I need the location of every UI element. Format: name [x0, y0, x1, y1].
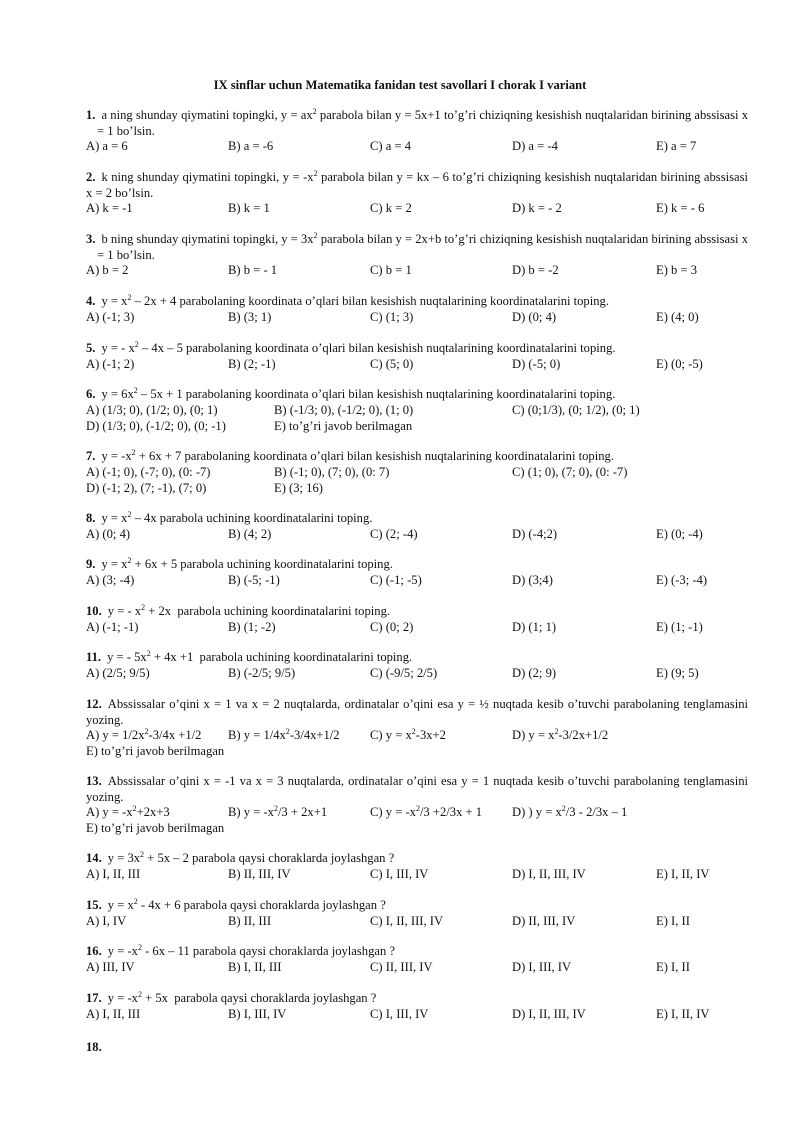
- answer-option: A) a = 6: [86, 139, 128, 153]
- answer-options-row: [86, 744, 748, 760]
- answer-option: B) $y = 1/4x^2-3/4x+1/2$: [228, 727, 340, 742]
- question-number: 11.: [86, 650, 102, 664]
- answer-option: C) (1; 3): [370, 309, 414, 324]
- question-number: 15.: [86, 898, 102, 912]
- answer-option: B) (2; -1): [228, 356, 276, 371]
- question-stem: [86, 108, 748, 139]
- question-stem: [86, 650, 748, 666]
- answer-option: D) (3;4): [512, 572, 553, 587]
- question-number: 1.: [86, 108, 96, 122]
- question-text: $y = 3x^2 + 5x - 2$ parabola qaysi choraklarda joylashgan ?: [107, 850, 395, 865]
- question-number: 12.: [86, 697, 102, 711]
- question-stem: [86, 851, 748, 867]
- answer-option: A) (-1; -1): [86, 619, 139, 634]
- answer-options-row: [86, 867, 748, 883]
- answer-option: D) I, II, III, IV: [512, 866, 586, 881]
- answer-options-row: [86, 805, 748, 821]
- answer-option: C) (0;1/3), (0; 1/2), (0; 1): [512, 402, 640, 417]
- question-text: $y = x^2 - 2x + 4$ parabolaning koordinata o’qlari bilan kesishish nuqtalarining koordinatalarini toping.: [101, 293, 609, 308]
- question-3: [86, 232, 748, 279]
- answer-options-row: [86, 666, 748, 682]
- question-11: [86, 650, 748, 682]
- answer-option: B) (3; 1): [228, 309, 272, 324]
- question-7: [86, 449, 748, 497]
- answer-option: C) (0; 2): [370, 619, 414, 634]
- question-text: $y = -x^2 + 5x$ parabola qaysi choraklarda joylashgan ?: [107, 990, 377, 1005]
- question-1: [86, 108, 748, 155]
- question-15: [86, 898, 748, 930]
- answer-option: A) b = 2: [86, 263, 129, 277]
- answer-option: A) $y = -x^2+2x+3$: [86, 804, 170, 819]
- question-stem: [86, 944, 748, 960]
- answer-options-row: [86, 960, 748, 976]
- answer-option: B) k = 1: [228, 201, 270, 215]
- answer-option: B) b = - 1: [228, 263, 278, 277]
- answer-option: C) $y = -x^2/3 +2/3x + 1$: [370, 804, 483, 819]
- answer-option: E) I, II: [656, 959, 690, 974]
- question-text: $y = x^2 - 4x + 6$ parabola qaysi choraklarda joylashgan ?: [107, 897, 386, 912]
- answer-option: D) (-4;2): [512, 526, 558, 541]
- answer-option: A) (-1; 2): [86, 356, 135, 371]
- answer-option: C) (5; 0): [370, 356, 414, 371]
- answer-option: B) (-2/5; 9/5): [228, 665, 296, 680]
- answer-option: C) a = 4: [370, 139, 412, 153]
- question-number: 5.: [86, 341, 96, 355]
- answer-option: B) (-1; 0), (7; 0), (0: 7): [274, 464, 390, 479]
- question-text: $y = -x^2 - 6x - 11$ parabola qaysi choraklarda joylashgan ?: [107, 943, 396, 958]
- answer-option: C) (2; -4): [370, 526, 418, 541]
- answer-option: A) (-1; 0), (-7; 0), (0: -7): [86, 464, 211, 479]
- answer-option: E) I, II: [656, 913, 690, 928]
- question-number: 9.: [86, 557, 96, 571]
- question-17: [86, 991, 748, 1023]
- question-10: [86, 604, 748, 636]
- answer-options-row: [86, 914, 748, 930]
- answer-option: A) I, II, III: [86, 1006, 141, 1021]
- answer-option: D) II, III, IV: [512, 913, 576, 928]
- answer-option: B) II, III: [228, 913, 272, 928]
- question-number: 17.: [86, 991, 102, 1005]
- answer-option: A) (-1; 3): [86, 309, 135, 324]
- question-14: [86, 851, 748, 883]
- answer-option: D) a = -4: [512, 139, 558, 153]
- answer-option: C) (-1; -5): [370, 572, 422, 587]
- question-text: Abssissalar o’qini x = 1 va x = 2 nuqtalarda, ordinatalar o’qini esa y = ½ nuqtada kesib o’tuvchi parabolaning tenglamasini yozing.: [86, 697, 748, 727]
- question-stem: [86, 697, 748, 728]
- question-number: 14.: [86, 851, 102, 865]
- question-9: [86, 557, 748, 589]
- answer-option: C) I, II, III, IV: [370, 913, 444, 928]
- answer-option: E) b = 3: [656, 263, 698, 277]
- answer-option: B) a = -6: [228, 139, 274, 153]
- answer-option: B) (-5; -1): [228, 572, 280, 587]
- question-2: [86, 170, 748, 217]
- answer-option: E) to’g’ri javob berilmagan: [86, 821, 225, 835]
- question-text: $y = x^2 - 4x$ parabola uchining koordinatalarini toping.: [101, 510, 373, 525]
- question-text: a ning shunday qiymatini topingki, $y = ax^2$ parabola bilan y = 5x+1 to’g’ri chiziqning kesishish nuqtalaridan birining abssisasi x = 1 bo’lsin.: [97, 107, 748, 138]
- answer-options-row: [86, 481, 748, 497]
- question-8: [86, 511, 748, 543]
- question-stem: [86, 1040, 748, 1056]
- question-number: 8.: [86, 511, 96, 525]
- answer-option: E) I, II, IV: [656, 866, 710, 881]
- question-18: [86, 1040, 748, 1056]
- answer-option: D) (1; 1): [512, 619, 557, 634]
- question-number: 6.: [86, 387, 96, 401]
- question-number: 4.: [86, 294, 96, 308]
- answer-option: E) k = - 6: [656, 201, 705, 215]
- answer-options-row: [86, 357, 748, 373]
- answer-option: D) I, III, IV: [512, 959, 572, 974]
- answer-option: A) $y = 1/2x^2-3/4x +1/2$: [86, 727, 202, 742]
- question-text: b ning shunday qiymatini topingki, $y = 3x^2$ parabola bilan y = 2x+b to’g’ri chiziqning kesishish nuqtalaridan birining abssisasi x = 1 bo’lsin.: [97, 231, 748, 262]
- answer-option: B) (4; 2): [228, 526, 272, 541]
- answer-option: E) to’g’ri javob berilmagan: [274, 418, 413, 433]
- question-number: 2.: [86, 170, 96, 184]
- answer-options-row: [86, 620, 748, 636]
- question-number: 10.: [86, 604, 102, 618]
- answer-option: C) (-9/5; 2/5): [370, 665, 438, 680]
- answer-option: D) b = -2: [512, 263, 559, 277]
- answer-option: B) I, II, III: [228, 959, 282, 974]
- question-stem: [86, 232, 748, 263]
- answer-options-row: [86, 310, 748, 326]
- question-number: 3.: [86, 232, 96, 246]
- question-stem: [86, 511, 748, 527]
- answer-option: D) (1/3; 0), (-1/2; 0), (0; -1): [86, 418, 226, 433]
- answer-option: D) (2; 9): [512, 665, 557, 680]
- answer-option: A) (1/3; 0), (1/2; 0), (0; 1): [86, 402, 218, 417]
- question-stem: [86, 341, 748, 357]
- answer-option: E) a = 7: [656, 139, 697, 153]
- answer-option: C) I, III, IV: [370, 1006, 429, 1021]
- answer-option: E) (-3; -4): [656, 572, 708, 587]
- answer-options-row: [86, 465, 748, 481]
- answer-options-row: [86, 403, 748, 419]
- question-text: y = - $5x^2 + 4x +1$ parabola uchining koordinatalarini toping.: [107, 649, 413, 664]
- question-stem: [86, 898, 748, 914]
- answer-option: E) to’g’ri javob berilmagan: [86, 744, 225, 758]
- answer-option: A) (2/5; 9/5): [86, 665, 150, 680]
- question-stem: [86, 991, 748, 1007]
- question-stem: [86, 449, 748, 465]
- question-number: 16.: [86, 944, 102, 958]
- question-stem: [86, 387, 748, 403]
- question-stem: [86, 557, 748, 573]
- answer-options-row: [86, 527, 748, 543]
- answer-options-row: [86, 201, 748, 217]
- answer-option: A) (0; 4): [86, 526, 131, 541]
- answer-option: B) (-1/3; 0), (-1/2; 0), (1; 0): [274, 402, 414, 417]
- answer-options-row: [86, 263, 748, 279]
- question-text: $y = x^2 + 6x + 5$ parabola uchining koordinatalarini toping.: [101, 556, 393, 571]
- answer-option: A) III, IV: [86, 959, 135, 974]
- answer-option: D) $y = x^2-3/2x+1/2$: [512, 727, 609, 742]
- answer-option: C) k = 2: [370, 201, 412, 215]
- answer-options-row: [86, 419, 748, 435]
- answer-option: B) $y = -x^2/3 + 2x+1$: [228, 804, 328, 819]
- question-text: $y = 6x^2 - 5x + 1$ parabolaning koordinata o’qlari bilan kesishish nuqtalarining koordinatalarini toping.: [101, 386, 616, 401]
- answer-option: C) II, III, IV: [370, 959, 433, 974]
- question-12: [86, 697, 748, 760]
- answer-option: B) (1; -2): [228, 619, 276, 634]
- answer-option: C) I, III, IV: [370, 866, 429, 881]
- answer-option: D) (-5; 0): [512, 356, 561, 371]
- question-6: [86, 387, 748, 435]
- question-text: y = - $x^2 + 2x$ parabola uchining koordinatalarini toping.: [107, 603, 391, 618]
- answer-option: E) (9; 5): [656, 665, 699, 680]
- answer-option: D) k = - 2: [512, 201, 562, 215]
- answer-option: A) I, II, III: [86, 866, 141, 881]
- answer-option: B) I, III, IV: [228, 1006, 287, 1021]
- answer-option: D) ) $y = x^2/3 - 2/3x - 1$: [512, 804, 628, 819]
- answer-option: C) (1; 0), (7; 0), (0: -7): [512, 464, 628, 479]
- question-stem: [86, 294, 748, 310]
- answer-option: C) $y = x^2-3x+2$: [370, 727, 446, 742]
- answer-option: C) b = 1: [370, 263, 412, 277]
- question-text: Abssissalar o’qini x = -1 va x = 3 nuqtalarda, ordinatalar o’qini esa y = 1 nuqtada kesib o’tuvchi parabolaning tenglamasini yozing.: [86, 774, 748, 804]
- question-stem: [86, 774, 748, 805]
- question-text: y = - $x^2 - 4x - 5$ parabolaning koordinata o’qlari bilan kesishish nuqtalarining koordinatalarini toping.: [101, 340, 616, 355]
- answer-option: A) I, IV: [86, 913, 127, 928]
- question-stem: [86, 604, 748, 620]
- answer-option: E) I, II, IV: [656, 1006, 710, 1021]
- question-number: 7.: [86, 449, 96, 463]
- question-text: $y = -x^2 + 6x + 7$ parabolaning koordinata o’qlari bilan kesishish nuqtalarining koordinatalarini toping.: [101, 448, 614, 463]
- answer-option: D) I, II, III, IV: [512, 1006, 586, 1021]
- question-5: [86, 341, 748, 373]
- question-stem: [86, 170, 748, 201]
- question-text: k ning shunday qiymatini topingki, $y = -x^2$ parabola bilan y = kx – 6 to’g’ri chiziqning kesishish nuqtalaridan birining abssisasi x = 2 bo’lsin.: [86, 169, 748, 200]
- question-number: 13.: [86, 774, 102, 788]
- answer-options-row: [86, 821, 748, 837]
- answer-option: A) (3; -4): [86, 572, 135, 587]
- answer-options-row: [86, 1007, 748, 1023]
- question-4: [86, 294, 748, 326]
- answer-option: E) (4; 0): [656, 309, 699, 324]
- answer-option: D) (-1; 2), (7; -1), (7; 0): [86, 480, 207, 495]
- answer-options-row: [86, 573, 748, 589]
- question-number: 18.: [86, 1040, 102, 1054]
- answer-option: E) (0; -4): [656, 526, 703, 541]
- answer-options-row: [86, 139, 748, 155]
- answer-option: E) (0; -5): [656, 356, 703, 371]
- answer-option: E) (1; -1): [656, 619, 703, 634]
- page-title: IX sinflar uchun Matematika fanidan test savollari I chorak I variant: [213, 78, 587, 92]
- question-16: [86, 944, 748, 976]
- answer-option: B) II, III, IV: [228, 866, 291, 881]
- answer-option: A) k = -1: [86, 201, 133, 215]
- answer-options-row: [86, 728, 748, 744]
- question-13: [86, 774, 748, 837]
- answer-option: E) (3; 16): [274, 480, 323, 495]
- answer-option: D) (0; 4): [512, 309, 557, 324]
